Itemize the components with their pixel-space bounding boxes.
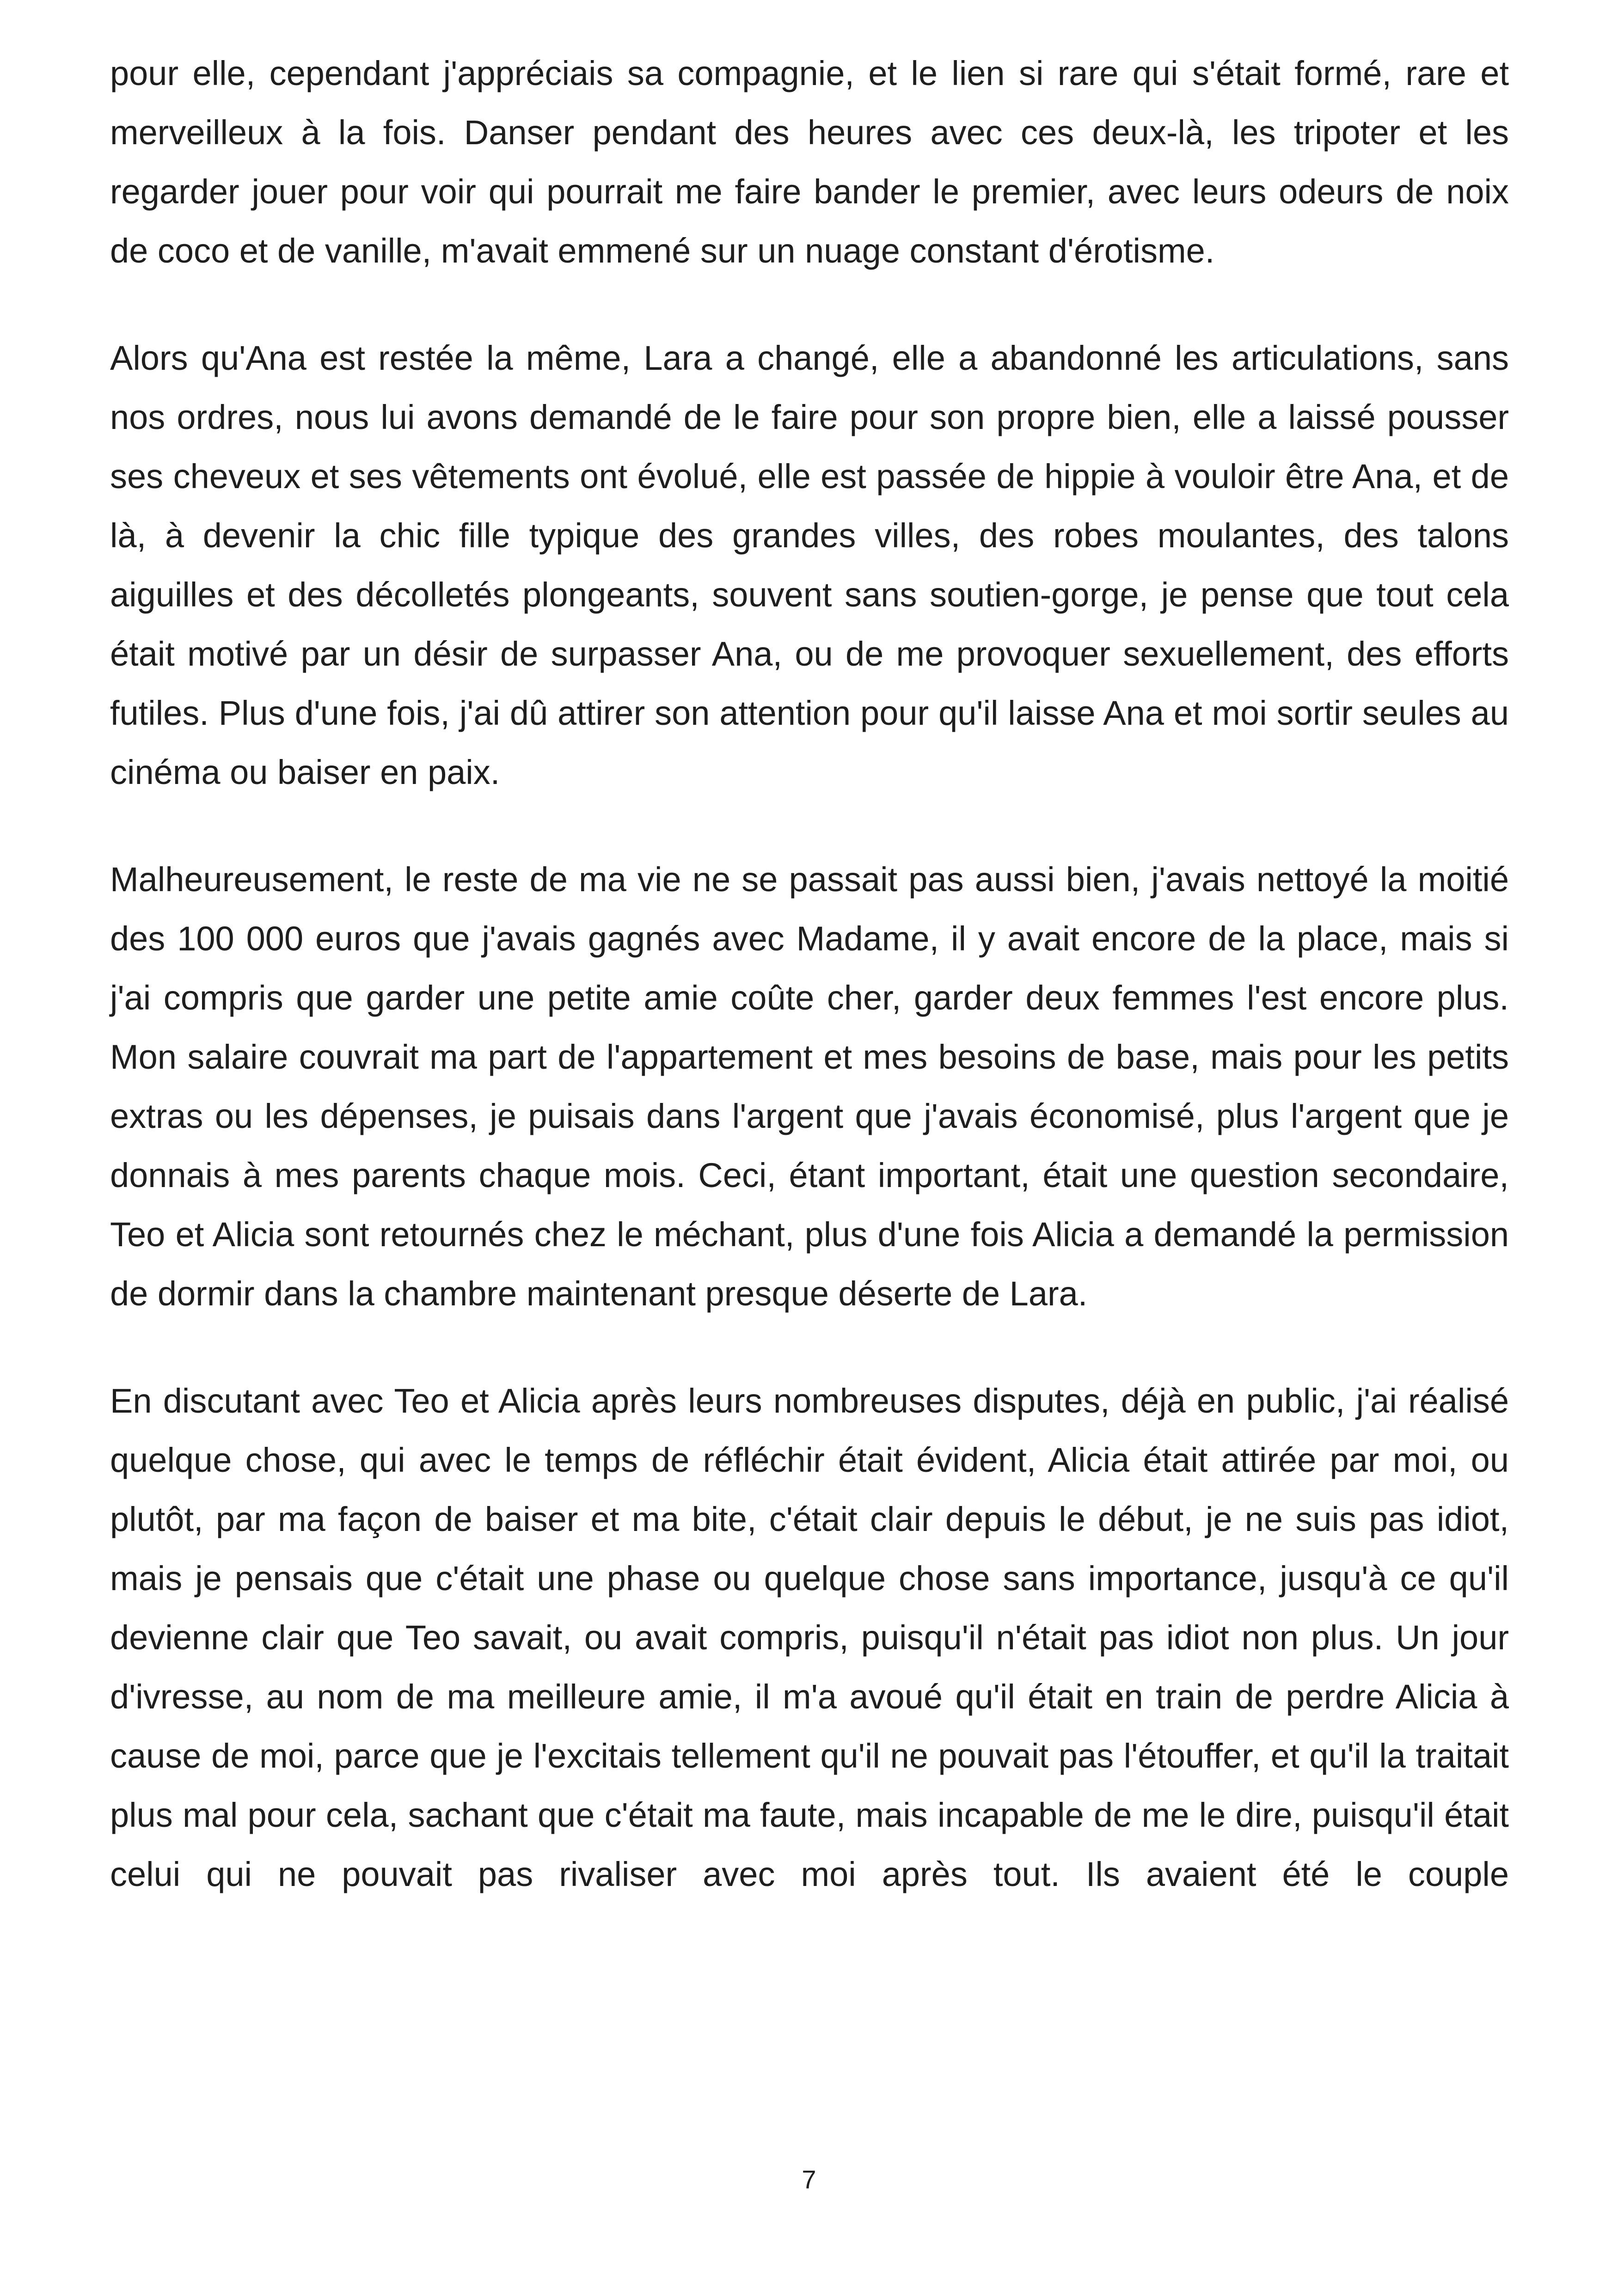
document-page [110, 44, 1509, 1952]
paragraph-4: En discutant avec Teo et Alicia après leurs nombreuses disputes, déjà en public, j'ai réalisé quelque chose, qui avec le temps de réfléchir était évident, Alicia était attirée par moi, ou plutôt, par ma façon de baiser et ma bite, c'était clair depuis le début, je ne suis pas idiot, mais je pensais que c'était une phase ou quelque chose sans importance, jusqu'à ce qu'il devienne clair que Teo savait, ou avait compris, puisqu'il n'était pas idiot non plus. Un jour d'ivresse, au nom de ma meilleure amie, il m'a avoué qu'il était en train de perdre Alicia à cause de moi, parce que je l'excitais tellement qu'il ne pouvait pas l'étouffer, et qu'il la traitait plus mal pour cela, sachant que c'était ma faute, mais incapable de me le dire, puisqu'il était celui qui ne pouvait pas rivaliser avec moi après tout. Ils avaient été le couple [110, 1382, 1509, 1893]
paragraph-3: Malheureusement, le reste de ma vie ne se passait pas aussi bien, j'avais nettoyé la moitié des 100 000 euros que j'avais gagnés avec Madame, il y avait encore de la place, mais si j'ai compris que garder une petite amie coûte cher, garder deux femmes l'est encore plus. Mon salaire couvrait ma part de l'appartement et mes besoins de base, mais pour les petits extras ou les dépenses, je puisais dans l'argent que j'avais économisé, plus l'argent que je donnais à mes parents chaque mois. Ceci, étant important, était une question secondaire, Teo et Alicia sont retournés chez le méchant, plus d'une fois Alicia a demandé la permission de dormir dans la chambre maintenant presque déserte de Lara. [110, 860, 1509, 1313]
paragraph-1: pour elle, cependant j'appréciais sa compagnie, et le lien si rare qui s'était formé, rare et merveilleux à la fois. Danser pendant des heures avec ces deux-là, les tripoter et les regarder jouer pour voir qui pourrait me faire bander le premier, avec leurs odeurs de noix de coco et de vanille, m'avait emmené sur un nuage constant d'érotisme. [110, 54, 1509, 270]
page-number: 7 [802, 2165, 816, 2194]
paragraph-2: Alors qu'Ana est restée la même, Lara a changé, elle a abandonné les articulations, sans nos ordres, nous lui avons demandé de le faire pour son propre bien, elle a laissé pousser ses cheveux et ses vêtements ont évolué, elle est passée de hippie à vouloir être Ana, et de là, à devenir la chic fille typique des grandes villes, des robes moulantes, des talons aiguilles et des décolletés plongeants, souvent sans soutien-gorge, je pense que tout cela était motivé par un désir de surpasser Ana, ou de me provoquer sexuellement, des efforts futiles. Plus d'une fois, j'ai dû attirer son attention pour qu'il laisse Ana et moi sortir seules au cinéma ou baiser en paix. [110, 339, 1509, 791]
